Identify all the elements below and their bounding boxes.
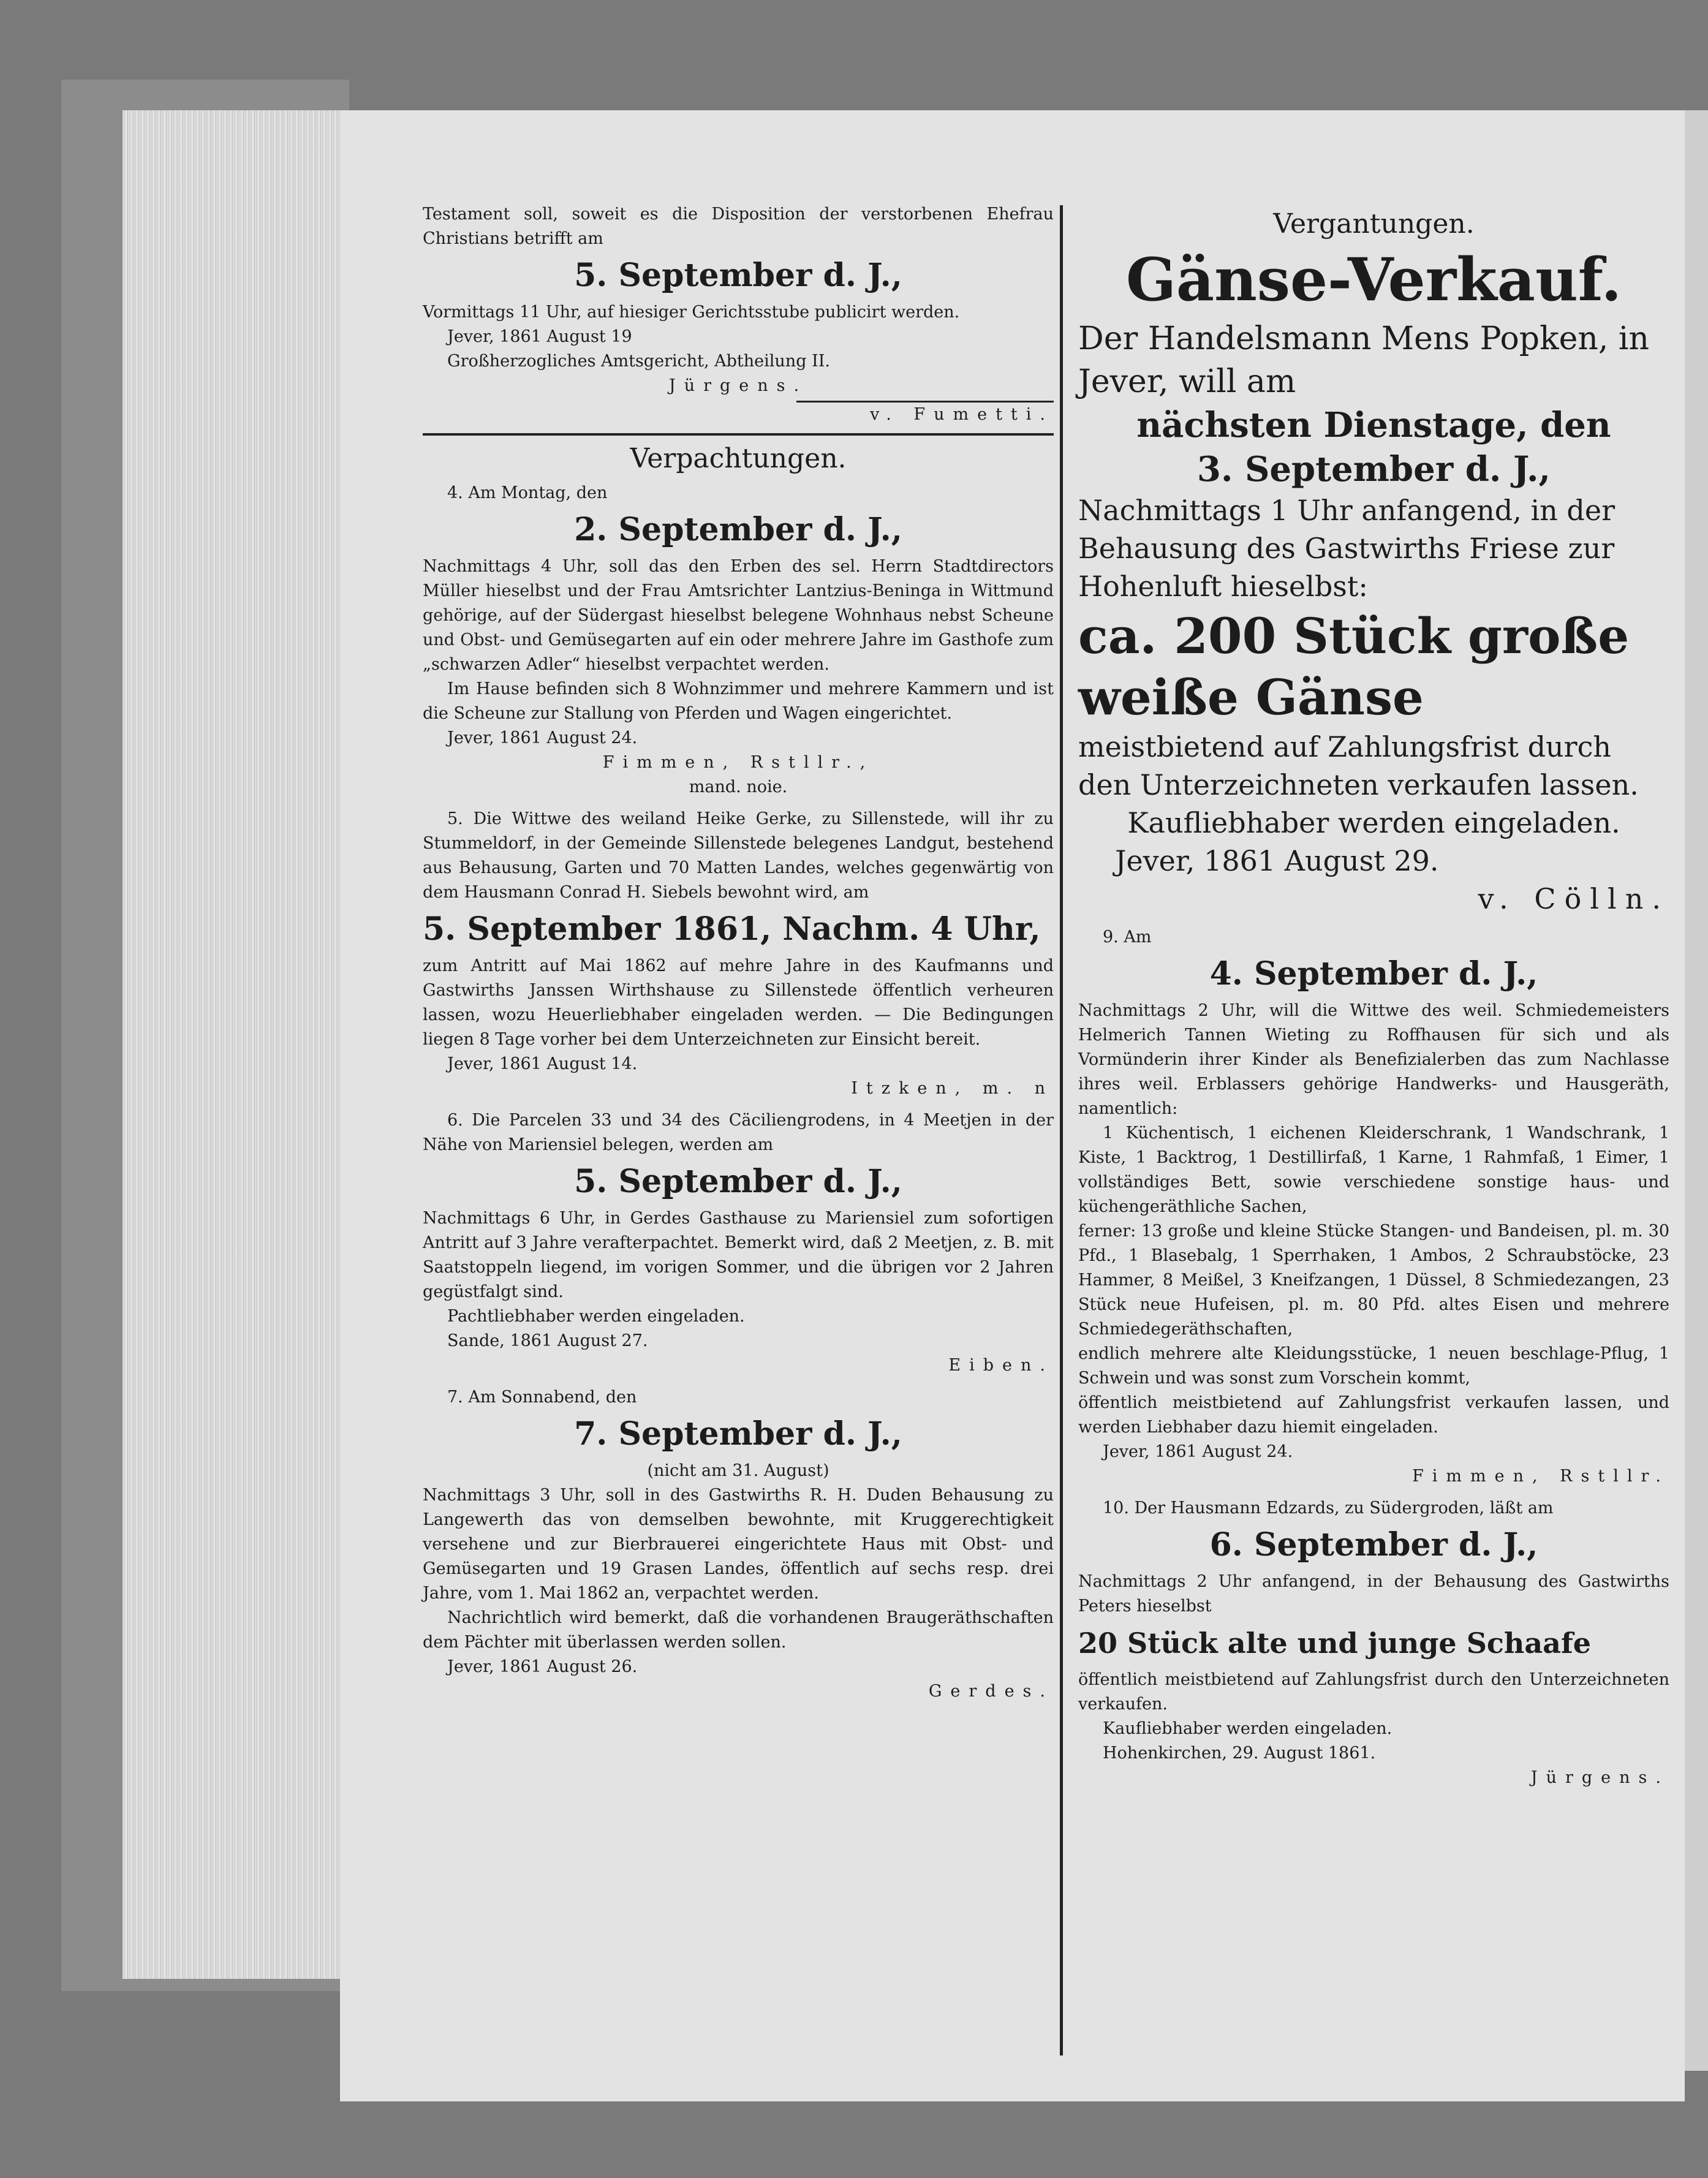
notice-9-signature: Fimmen, Rstllr. <box>1412 1467 1669 1486</box>
page-edges <box>123 110 349 1979</box>
goose-line-7: Kaufliebhaber werden eingeladen. <box>1127 806 1620 839</box>
notice-10-intro: 10. Der Hausmann Edzards, zu Südergroden, läßt am <box>1103 1499 1554 1518</box>
notice-4-signature: Fimmen, Rstllr., <box>602 753 874 772</box>
notice-10-text3: Kaufliebhaber werden eingeladen. <box>1103 1719 1392 1738</box>
notice-4-signature-2: mand. noie. <box>689 777 788 796</box>
goose-line-3: 3. September d. J., <box>1196 449 1551 490</box>
goose-line-5: ca. 200 Stück große weiße Gänse <box>1078 607 1630 726</box>
notice-4-intro: 4. Am Montag, den <box>447 483 608 502</box>
notice-9-items-1: 1 Küchentisch, 1 eichenen Kleiderschrank, 1 Wandschrank, 1 Kiste, 1 Backtrog, 1 Destillirfaß, 1 Karne, 1 Rahmfaß, 1 Eimer, 1 vollständiges Bett, sowie verschiedene sonstige haus- und küchengeräthliche Sachen, <box>1078 1124 1669 1216</box>
notice-10-signature: Jürgens. <box>1530 1768 1669 1787</box>
notice-9-items-2: ferner: 13 große und kleine Stücke Stangen- und Bandeisen, pl. m. 30 Pfd., 1 Blasebalg, 1 Sperrhaken, 1 Ambos, 2 Schraubstöcke, 23 Hammer, 8 Meißel, 3 Kneifzangen, 1 Düssel, 8 Schmiedezangen, 23 Stück neue Hufeisen, pl. m. 80 Pfd. altes Eisen und mehrere Schmiedegeräthschaften, <box>1078 1222 1669 1339</box>
notice-4-text: Nachmittags 4 Uhr, soll das den Erben des sel. Herrn Stadtdirectors Müller hieselbst und der Frau Amtsrichter Lantzius-Beninga in Wittmund gehörige, auf der Südergast hieselbst belegene Wohnhaus nebst Scheune und Obst- und Gemüsegarten auf ein oder mehrere Jahre im Gasthofe zum „schwarzen Adler“ hieselbst verpachtet werden. <box>423 557 1054 674</box>
notice-6-signature: Eiben. <box>948 1356 1054 1375</box>
right-column <box>1078 202 1669 1790</box>
section-heading-verpachtungen: Verpachtungen. <box>630 443 847 474</box>
notice-7-text2: Nachrichtlich wird bemerkt, daß die vorhandenen Braugeräthschaften dem Pächter mit überlassen werden sollen. <box>423 1608 1054 1652</box>
notice-4-text2: Im Hause befinden sich 8 Wohnzimmer und mehrere Kammern und ist die Scheune zur Stallung von Pferden und Wagen eingerichtet. <box>423 679 1054 723</box>
newspaper-page <box>340 110 1685 2101</box>
notice-7-text: Nachmittags 3 Uhr, soll in des Gastwirths R. H. Duden Behausung zu Langewerth das von demselben bewohnte, mit Kruggerechtigkeit versehene und zur Bierbrauerei eingerichtete Haus mit Obst- und Gemüsegarten und 19 Grasen Landes, öffentlich auf sechs resp. drei Jahre, vom 1. Mai 1862 an, verpachtet werden. <box>423 1486 1054 1603</box>
goose-signature: v. Cölln. <box>1478 882 1669 915</box>
goose-sale-title: Gänse-Verkauf. <box>1125 245 1622 314</box>
testament-place-date: Jever, 1861 August 19 <box>447 327 632 346</box>
goose-line-8: Jever, 1861 August 29. <box>1115 844 1439 877</box>
notice-6-text2: Nachmittags 6 Uhr, in Gerdes Gasthause zu Mariensiel zum sofortigen Antritt auf 3 Jahre verafterpachtet. Bemerkt wird, daß 2 Meetjen, z. B. mit Saatstoppeln liegend, im vorigen Sommer, und die übrigen vor 2 Jahren gegüstfalgt sind. <box>423 1209 1054 1301</box>
left-column <box>423 202 1054 1704</box>
notice-7-intro: 7. Am Sonnabend, den <box>447 1388 637 1407</box>
notice-7-place-date: Jever, 1861 August 26. <box>447 1657 638 1676</box>
testament-signature-1: Jürgens. <box>668 376 808 395</box>
notice-6-place-date: Sande, 1861 August 27. <box>447 1331 648 1350</box>
notice-7-note: (nicht am 31. August) <box>647 1461 829 1480</box>
notice-9-items-3: endlich mehrere alte Kleidungsstücke, 1 neuen beschlage-Pflug, 1 Schwein und was sonst zum Vorschein kommt, <box>1078 1344 1669 1388</box>
right-margin <box>1682 110 1708 2071</box>
notice-6-text: 6. Die Parcelen 33 und 34 des Cäciliengrodens, in 4 Meetjen in der Nähe von Mariensiel belegen, werden am <box>423 1111 1054 1154</box>
notice-6-text3: Pachtliebhaber werden eingeladen. <box>447 1307 745 1326</box>
goose-line-4: Nachmittags 1 Uhr anfangend, in der Behausung des Gastwirths Friese zur Hohenluft hieselbst: <box>1078 494 1615 603</box>
notice-9-date: 4. September d. J., <box>1209 955 1538 993</box>
testament-text: Testament soll, soweit es die Disposition der verstorbenen Ehefrau Christians betrifft am <box>423 205 1054 248</box>
testament-text2: Vormittags 11 Uhr, auf hiesiger Gerichtsstube publicirt werden. <box>423 303 960 322</box>
notice-7-signature: Gerdes. <box>928 1682 1054 1701</box>
testament-court: Großherzogliches Amtsgericht, Abtheilung II. <box>447 352 830 371</box>
notice-10-big: 20 Stück alte und junge Schaafe <box>1078 1627 1592 1660</box>
notice-9-place-date: Jever, 1861 August 24. <box>1103 1442 1293 1461</box>
notice-9-text: Nachmittags 2 Uhr, will die Wittwe des weil. Schmiedemeisters Helmerich Tannen Wieting zu Roffhausen für sich und als Vormünderin ihrer Kinder als Benefizialerben das zum Nachlasse ihres weil. Erblassers gehörige Handwerks- und Hausgeräth, namentlich: <box>1078 1001 1669 1118</box>
notice-6-date: 5. September d. J., <box>574 1163 902 1200</box>
testament-signature-2: v. Fumetti. <box>870 405 1054 424</box>
notice-9-intro: 9. Am <box>1103 928 1152 947</box>
goose-line-6: meistbietend auf Zahlungsfrist durch den Unterzeichneten verkaufen lassen. <box>1078 730 1639 801</box>
notice-5-text2: zum Antritt auf Mai 1862 auf mehre Jahre in des Kaufmanns und Gastwirths Janssen Wirthshause zu Sillenstede öffentlich verheuren lassen, wozu Heuerliebhaber eingeladen werden. — Die Bedingungen liegen 8 Tage vorher bei dem Unterzeichneten zur Einsicht bereit. <box>423 956 1054 1049</box>
notice-10-date: 6. September d. J., <box>1209 1526 1538 1564</box>
notice-10-text: Nachmittags 2 Uhr anfangend, in der Behausung des Gastwirths Peters hieselbst <box>1078 1572 1669 1616</box>
goose-line-1: Der Handelsmann Mens Popken, in Jever, will am <box>1078 320 1650 400</box>
notice-4-date: 2. September d. J., <box>574 511 902 548</box>
notice-5-signature: Itzken, m. n <box>851 1079 1054 1098</box>
notice-7-date: 7. September d. J., <box>574 1415 902 1453</box>
notice-4-place-date: Jever, 1861 August 24. <box>447 728 638 747</box>
testament-date: 5. September d. J., <box>574 257 902 294</box>
notice-10-place-date: Hohenkirchen, 29. August 1861. <box>1103 1744 1376 1763</box>
notice-5-text: 5. Die Wittwe des weiland Heike Gerke, zu Sillenstede, will ihr zu Stummeldorf, in der Gemeinde Sillenstede belegenes Landgut, bestehend aus Behausung, Garten und 70 Matten Landes, welches gegenwärtig von dem Hausmann Conrad H. Siebels bewohnt wird, am <box>423 809 1054 902</box>
goose-line-2: nächsten Dienstage, den <box>1136 405 1611 445</box>
column-divider <box>1060 205 1063 2055</box>
notice-9-text2: öffentlich meistbietend auf Zahlungsfrist verkaufen lassen, und werden Liebhaber dazu hiemit eingeladen. <box>1078 1393 1669 1437</box>
section-rule <box>423 433 1054 436</box>
notice-5-date: 5. September 1861, Nachm. 4 Uhr, <box>423 910 1041 948</box>
notice-5-place-date: Jever, 1861 August 14. <box>447 1054 638 1073</box>
notice-10-text2: öffentlich meistbietend auf Zahlungsfrist durch den Unterzeichneten verkaufen. <box>1078 1670 1669 1714</box>
section-heading-vergantungen: Vergantungen. <box>1273 208 1475 240</box>
